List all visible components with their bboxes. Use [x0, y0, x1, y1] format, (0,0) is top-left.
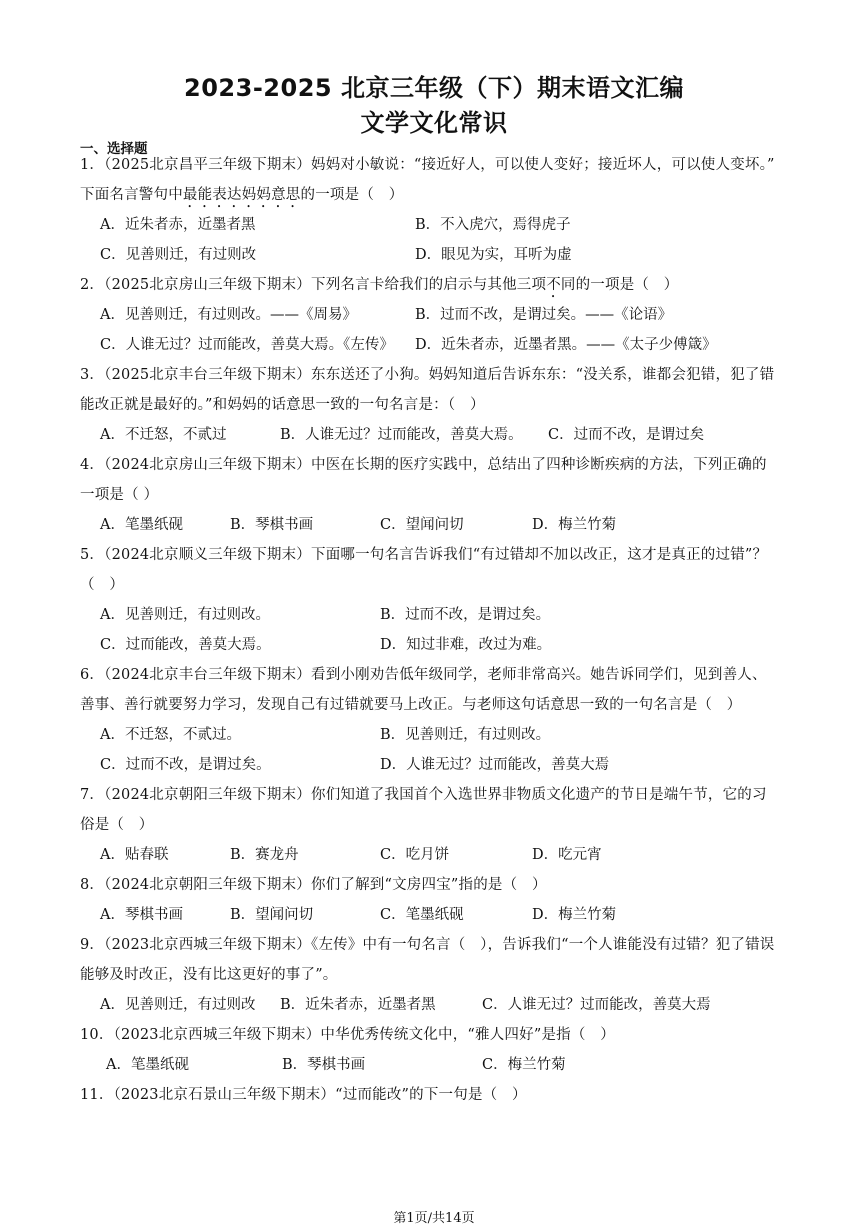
- option-d: D．眼见为实，耳听为虚: [415, 247, 572, 263]
- options-q8: [100, 900, 800, 930]
- options-q7: [100, 840, 800, 870]
- option-c: C．人谁无过？过而能改，善莫大焉。《左传》: [100, 337, 394, 353]
- emphasized-text: 不: [546, 277, 561, 293]
- options-q6-row2: [100, 750, 800, 780]
- option-b: B．赛龙舟: [230, 847, 299, 863]
- options-q6-row1: [100, 720, 800, 750]
- option-c: C．过而不改，是谓过矣。: [100, 757, 271, 773]
- option-a: A．笔墨纸砚: [106, 1057, 189, 1073]
- options-q10: [106, 1050, 806, 1080]
- question-9: 9．（2023北京西城三年级下期末）《左传》中有一句名言（ ），告诉我们“一个人谁能没有过错？犯了错误 能够及时改正，没有比这更好的事了”。: [80, 937, 775, 983]
- document-title: 2023-2025 北京三年级（下）期末语文汇编: [184, 74, 684, 102]
- option-a: A．贴春联: [100, 847, 169, 863]
- options-q9: [100, 990, 800, 1020]
- option-b: B．近朱者赤，近墨者黑: [280, 997, 436, 1013]
- question-10: 10．（2023北京西城三年级下期末）中华优秀传统文化中，“雅人四好”是指（ ）: [80, 1027, 615, 1043]
- options-q4: [100, 510, 800, 540]
- option-a: A．不迁怒，不贰过。: [100, 727, 241, 743]
- option-d: D．吃元宵: [532, 847, 602, 863]
- page-footer: 第1页/共14页: [393, 1211, 475, 1226]
- option-a: A．不迁怒，不贰过: [100, 427, 227, 443]
- option-b: B．过而不改，是谓过矣。: [380, 607, 551, 623]
- question-number: 1．: [80, 157, 105, 173]
- question-8: 8．（2024北京朝阳三年级下期末）你们了解到“文房四宝”指的是（ ）: [80, 877, 547, 893]
- option-c: C．过而不改，是谓过矣: [548, 427, 705, 443]
- question-7: 7．（2024北京朝阳三年级下期末）你们知道了我国首个入选世界非物质文化遗产的节日是端午节，它的习 俗是（ ）: [80, 787, 767, 833]
- options-q1-row1: [100, 210, 800, 240]
- option-a: A．见善则迁，有过则改。——《周易》: [100, 307, 357, 323]
- question-source: （2025北京昌平三年级下期末）: [104, 157, 311, 173]
- question-5: 5．（2024北京顺义三年级下期末）下面哪一句名言告诉我们“有过错却不加以改正，这才是真正的过错”？ （ ）: [80, 547, 768, 593]
- section-heading: 一、选择题: [80, 141, 148, 157]
- option-c: C．人谁无过？过而能改，善莫大焉: [482, 997, 711, 1013]
- question-6: 6．（2024北京丰台三年级下期末）看到小刚劝告低年级同学，老师非常高兴。她告诉同学们，见到善人、 善事、善行就要努力学习，发现自己有过错就要马上改正。与老师这句话意思一致的一句名言是（ ）: [80, 667, 767, 713]
- option-a: A．见善则迁，有过则改。: [100, 607, 270, 623]
- emphasized-text: 最能表达妈妈意思: [182, 187, 301, 203]
- option-b: B．望闻问切: [230, 907, 314, 923]
- question-stem: 妈妈对小敏说：“接近好人，可以使人变好；接近坏人，可以使人变坏。”: [311, 157, 775, 173]
- option-c: C．吃月饼: [380, 847, 450, 863]
- options-q3: [100, 420, 800, 450]
- question-11: 11．（2023北京石景山三年级下期末）“过而能改”的下一句是（ ）: [80, 1087, 527, 1103]
- options-q2-row1: [100, 300, 800, 330]
- options-q2-row2: [100, 330, 800, 360]
- question-4: 4．（2024北京房山三年级下期末）中医在长期的医疗实践中，总结出了四种诊断疾病的方法，下列正确的 一项是（ ）: [80, 457, 767, 503]
- option-d: D．知过非难，改过为难。: [380, 637, 552, 653]
- option-a: A．笔墨纸砚: [100, 517, 183, 533]
- option-b: B．琴棋书画: [282, 1057, 366, 1073]
- option-b: B．人谁无过？过而能改，善莫大焉。: [280, 427, 523, 443]
- options-q1-row2: [100, 240, 800, 270]
- question-2: 2．（2025北京房山三年级下期末）下列名言卡给我们的启示与其他三项不同的一项是（ ）: [80, 277, 679, 293]
- option-a: A．见善则迁，有过则改: [100, 997, 256, 1013]
- option-b: B．琴棋书画: [230, 517, 314, 533]
- options-q5-row1: [100, 600, 800, 630]
- question-3: 3．（2025北京丰台三年级下期末）东东送还了小狗。妈妈知道后告诉东东：“没关系，谁都会犯错，犯了错 能改正就是最好的。”和妈妈的话意思一致的一句名言是：（ ）: [80, 367, 775, 413]
- option-d: D．近朱者赤，近墨者黑。——《太子少傅箴》: [415, 337, 717, 353]
- document-subtitle: 文学文化常识: [360, 109, 508, 137]
- option-a: A．近朱者赤，近墨者黑: [100, 217, 256, 233]
- question-1: 1．（2025北京昌平三年级下期末）妈妈对小敏说：“接近好人，可以使人变好；接近坏人，可以使人变坏。” 下面名言警句中最能表达妈妈意思的一项是（ ）: [80, 157, 775, 203]
- option-c: C．梅兰竹菊: [482, 1057, 566, 1073]
- option-c: C．笔墨纸砚: [380, 907, 464, 923]
- option-b: B．过而不改，是谓过矣。——《论语》: [415, 307, 673, 323]
- option-c: C．过而能改，善莫大焉。: [100, 637, 271, 653]
- option-c: C．见善则迁，有过则改: [100, 247, 257, 263]
- option-b: B．不入虎穴，焉得虎子: [415, 217, 571, 233]
- option-c: C．望闻问切: [380, 517, 464, 533]
- option-d: D．人谁无过？过而能改，善莫大焉: [380, 757, 610, 773]
- option-b: B．见善则迁，有过则改。: [380, 727, 551, 743]
- option-a: A．琴棋书画: [100, 907, 183, 923]
- option-d: D．梅兰竹菊: [532, 907, 617, 923]
- options-q5-row2: [100, 630, 800, 660]
- option-d: D．梅兰竹菊: [532, 517, 617, 533]
